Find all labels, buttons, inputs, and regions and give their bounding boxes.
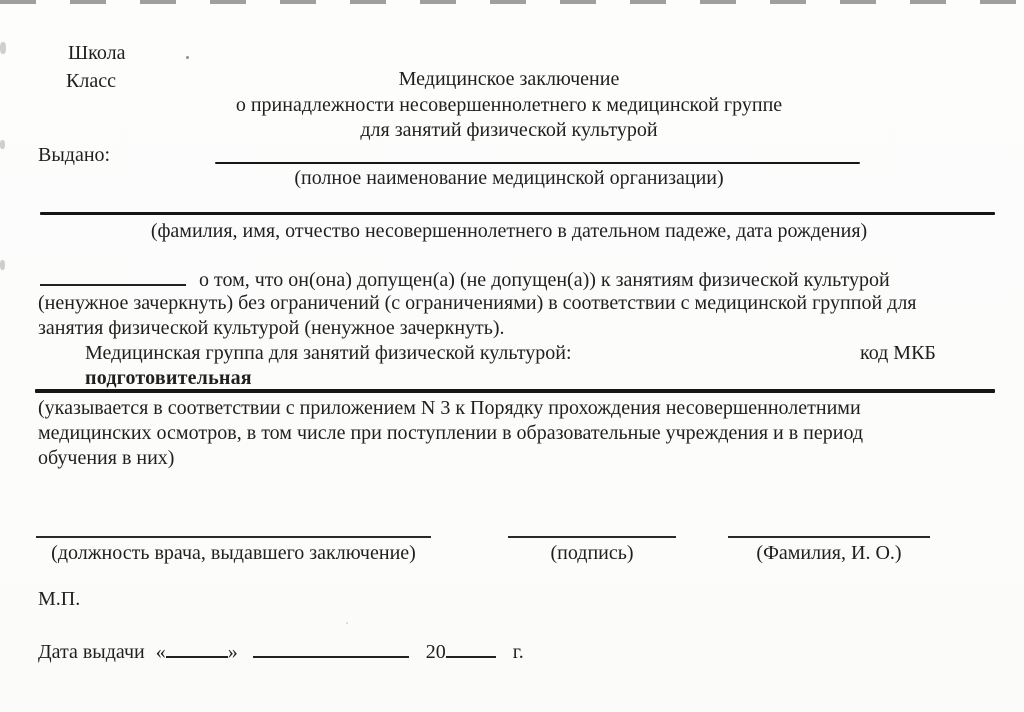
issue-date-label: Дата выдачи [38, 641, 145, 663]
note-line-2: медицинских осмотров, в том числе при поступлении в образовательные учреждения и в период [38, 422, 864, 444]
quote-close: » [227, 641, 238, 663]
stamp-place-label: М.П. [38, 588, 81, 610]
med-group-label: Медицинская группа для занятий физической культурой: [85, 342, 572, 364]
signature-blank [508, 536, 676, 538]
year-prefix: 20 [425, 641, 446, 663]
med-group-value: подготовительная [85, 367, 252, 389]
day-blank [166, 638, 228, 658]
issue-date-line [38, 638, 524, 664]
scan-smudge [0, 42, 6, 54]
form-title-line1: Медицинское заключение [398, 68, 620, 90]
class-label: Класс [66, 70, 116, 92]
school-label: Школа [68, 42, 126, 64]
section-divider-rule [35, 389, 995, 393]
note-line-3: обучения в них) [38, 447, 175, 469]
icd-code-label: код МКБ [860, 342, 936, 364]
issued-label: Выдано: [38, 144, 111, 166]
form-title-line2: о принадлежности несовершеннолетнего к медицинской группе [235, 94, 783, 116]
month-blank [253, 638, 409, 658]
doctor-signature-blank [36, 536, 431, 538]
org-caption: (полное наименование медицинской организации) [294, 167, 724, 189]
scan-speck [186, 56, 189, 59]
scan-smudge [0, 260, 5, 270]
signature-caption: (подпись) [550, 542, 634, 564]
patient-short-blank [40, 266, 186, 286]
year-blank [446, 638, 496, 658]
note-line-1: (указывается в соответствии с приложением N 3 к Порядку прохождения несовершеннолетними [38, 397, 861, 419]
admission-line-1: о том, что он(она) допущен(а) (не допущен(а)) к занятиям физической культурой [40, 266, 890, 292]
admission-line-2: (ненужное зачеркнуть) без ограничений (с ограничениями) в соответствии с медицинской группой для [38, 292, 917, 314]
org-name-blank [215, 162, 860, 164]
form-title-line3: для занятий физической культурой [360, 119, 658, 141]
name-caption: (Фамилия, И. О.) [756, 542, 902, 564]
admission-line-3: занятия физической культурой (ненужное зачеркнуть). [38, 317, 505, 339]
scan-artifact-top-edge [0, 0, 1024, 4]
doctor-caption: (должность врача, выдавшего заключение) [51, 542, 416, 564]
patient-name-blank-rule [40, 212, 995, 215]
quote-open: « [155, 641, 166, 663]
scan-speck [346, 622, 348, 624]
year-suffix: г. [512, 641, 524, 663]
patient-caption: (фамилия, имя, отчество несовершеннолетнего в дательном падеже, дата рождения) [150, 220, 868, 242]
name-blank [728, 536, 930, 538]
